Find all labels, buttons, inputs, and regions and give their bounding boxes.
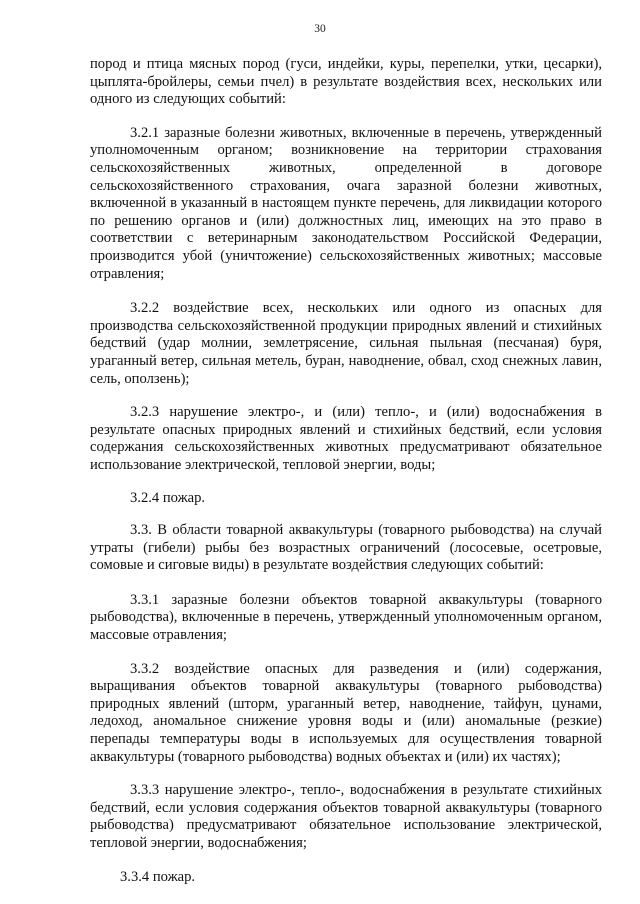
paragraph-3-3-2: 3.3.2 воздействие опасных для разведения и (или) содержания, выращивания объектов товарной аквакультуры (товарного рыбоводства) природных явлений (шторм, ураганный ветер, наводнение, тайфун, цунами, ледоход, аномальное снижение уровня воды и (или) аномальные (резкие) перепады температуры воды в используемых для осуществления товарной аквакультуры (товарного рыбоводства) водных объектах и (или) их частях); [90,660,602,765]
paragraph-3-3-3: 3.3.3 нарушение электро-, тепло-, водоснабжения в результате стихийных бедствий, если условия содержания объектов товарной аквакультуры (товарного рыбоводства) предусматривают обязательное использование электрической, тепловой энергии, водоснабжения; [90,782,602,851]
paragraph-continuation: пород и птица мясных пород (гуси, индейки, куры, перепелки, утки, цесарки), цыплята-бройлеры, семьи пчел) в результате воздействия всех, нескольких или одного из следующих событий: [90,56,602,108]
paragraph-3-3-1: 3.3.1 заразные болезни объектов товарной аквакультуры (товарного рыбоводства), включенные в перечень, утвержденный уполномоченным органом, массовые отравления; [90,591,602,644]
page-number: 30 [314,23,326,35]
paragraph-3-2-3: 3.2.3 нарушение электро-, и (или) тепло-, и (или) водоснабжения в результате опасных природных явлений и стихийных бедствий, если условия содержания сельскохозяйственных животных предусматривают обязательное использование электрической, тепловой энергии, воды; [90,404,602,473]
document-body [90,56,602,886]
paragraph-3-3: 3.3. В области товарной аквакультуры (товарного рыбоводства) на случай утраты (гибели) рыбы без возрастных ограничений (лососевые, осетровые, сомовые и сиговые виды) в результате воздействия следующих событий: [90,522,602,574]
paragraph-3-3-4: 3.3.4 пожар. [120,868,196,885]
paragraph-3-2-1: 3.2.1 заразные болезни животных, включенные в перечень, утвержденный уполномоченным органом; возникновение на территории страхования сельскохозяйственных животных, определенной в договоре сельскохозяйственного страхования, очага заразной болезни животных, включенной в указанный в настоящем пункте перечень, для ликвидации которого по решению органов и (или) должностных лиц, имеющих на это право в соответствии с ветеринарным законодательством Российской Федерации, производится убой (уничтожение) сельскохозяйственных животных; массовые отравления; [90,124,602,282]
paragraph-3-2-2: 3.2.2 воздействие всех, нескольких или одного из опасных для производства сельскохозяйственной продукции природных явлений и стихийных бедствий (удар молнии, землетрясение, сильная пыльная (песчаная) буря, ураганный ветер, сильная метель, буран, наводнение, обвал, сход снежных лавин, сель, оползень); [90,300,602,387]
paragraph-3-2-4: 3.2.4 пожар. [130,490,206,507]
